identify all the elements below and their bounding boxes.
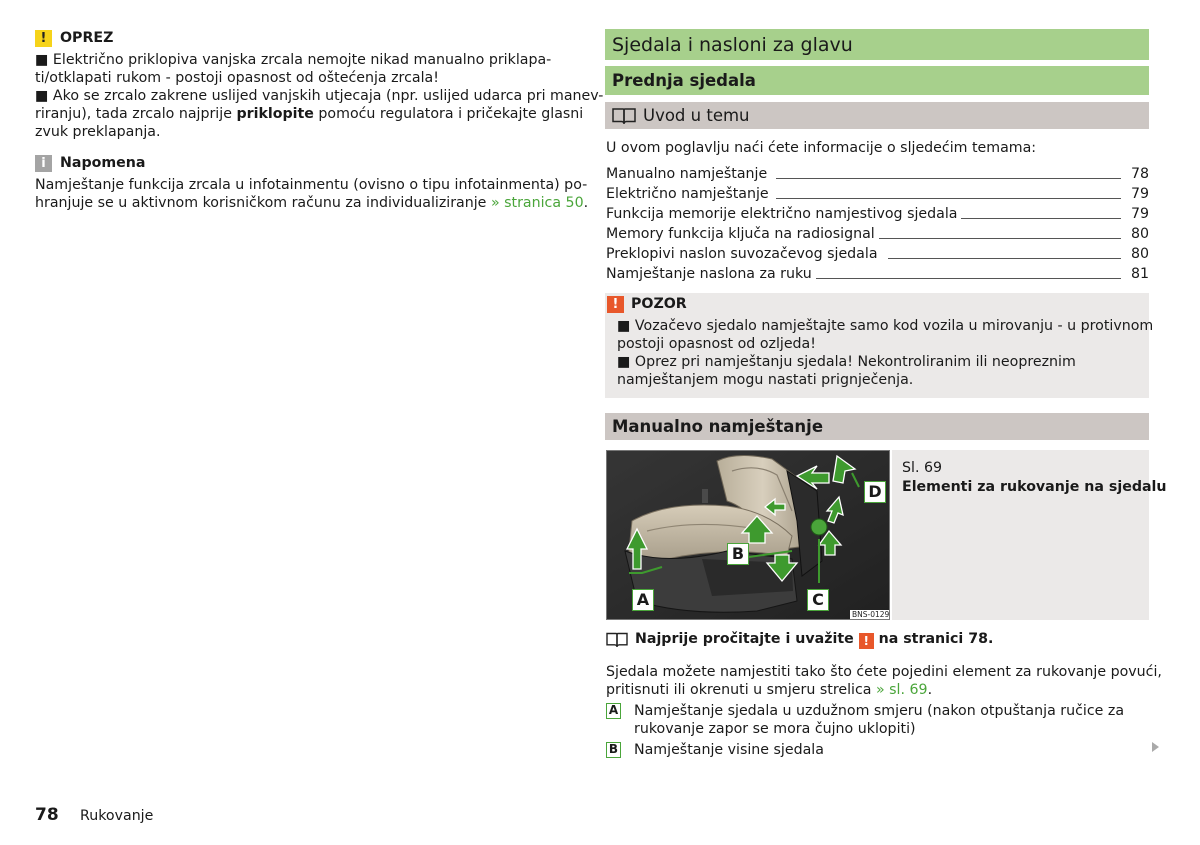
page-link[interactable]: » stranica 50	[490, 195, 584, 211]
page-number: 78	[35, 805, 59, 825]
legend-text: Namještanje sjedala u uzdužnom smjeru (nakon otpuštanja ručice za	[634, 703, 1125, 719]
note-line: Namještanje funkcija zrcala u infotainmentu (ovisno o tipu infotainmenta) po-	[35, 177, 588, 193]
caution-line: ■ Električno priklopiva vanjska zrcala nemojte nikad manualno priklapa-	[35, 52, 552, 68]
toc-item[interactable]: Memory funkcija ključa na radiosignal 80	[606, 226, 1149, 242]
toc-item[interactable]: Funkcija memorije električno namjestivog sjedala 79	[606, 206, 1149, 222]
warning-icon: !	[859, 633, 874, 649]
warning-line: namještanjem mogu nastati prignječenja.	[617, 372, 914, 388]
figure-label: B	[727, 543, 749, 565]
warning-icon: !	[607, 296, 624, 313]
caution-line: zvuk preklapanja.	[35, 124, 161, 140]
intro-text: U ovom poglavlju naći ćete informacije o sljedećim temama:	[606, 140, 1037, 156]
figure-label: D	[864, 481, 886, 503]
caution-line: ■ Ako se zrcalo zakrene uslijed vanjskih utjecaja (npr. uslijed udarca pri manev-	[35, 88, 604, 104]
warning-line: postoji opasnost od ozljeda!	[617, 336, 816, 352]
figure-caption: Elementi za rukovanje na sjedalu	[902, 479, 1167, 495]
info-icon: i	[35, 155, 52, 172]
warning-title: POZOR	[631, 296, 687, 312]
legend-label: A	[606, 703, 621, 719]
chapter-heading: Sjedala i nasloni za glavu	[605, 29, 1149, 60]
figure-label: C	[807, 589, 829, 611]
toc-item[interactable]: Preklopivi naslon suvozačevog sjedala 80	[606, 246, 1149, 262]
toc-item[interactable]: Električno namještanje 79	[606, 186, 1149, 202]
caution-line: riranju), tada zrcalo najprije priklopite pomoću regulatora i pričekajte glasni	[35, 106, 584, 122]
toc-item[interactable]: Namještanje naslona za ruku 81	[606, 266, 1149, 282]
body-text: Sjedala možete namjestiti tako što ćete pojedini element za rukovanje povući,	[606, 664, 1162, 680]
figure-number: Sl. 69	[902, 460, 943, 476]
note-title: Napomena	[60, 155, 146, 171]
figure-code: BNS-0129	[852, 610, 890, 619]
warning-line: ■ Vozačevo sjedalo namještajte samo kod vozila u mirovanju - u protivnom	[617, 318, 1154, 334]
note-line: hranjuje se u aktivnom korisničkom računu za individualiziranje » stranica 50.	[35, 195, 589, 211]
legend-label: B	[606, 742, 621, 758]
section-heading: Prednja sjedala	[605, 66, 1149, 95]
footer-section: Rukovanje	[80, 808, 154, 824]
read-first-note: Najprije pročitajte i uvažite ! na stranici 78.	[606, 630, 1149, 650]
figure-link[interactable]: » sl. 69	[875, 682, 928, 698]
warning-line: ■ Oprez pri namještanju sjedala! Nekontroliranim ili neopreznim	[617, 354, 1076, 370]
body-text: pritisnuti ili okrenuti u smjeru strelica » sl. 69.	[606, 682, 933, 698]
intro-heading: Uvod u temu	[605, 102, 1149, 129]
toc-item[interactable]: Manualno namještanje 78	[606, 166, 1149, 182]
seat-figure	[606, 450, 890, 620]
figure-label: A	[632, 589, 654, 611]
book-icon	[606, 632, 628, 647]
warning-notice	[605, 293, 1154, 398]
caution-title: OPREZ	[60, 30, 114, 46]
exclamation-icon: !	[35, 30, 52, 47]
triangle-right-icon	[1152, 742, 1159, 752]
legend-text: Namještanje visine sjedala	[634, 742, 824, 758]
subsection-heading: Manualno namještanje	[605, 413, 1149, 440]
legend-text: rukovanje zapor se mora čujno uklopiti)	[634, 721, 916, 737]
book-icon	[612, 107, 636, 124]
caution-line: ti/otklapati rukom - postoji opasnost od oštećenja zrcala!	[35, 70, 439, 86]
figure-caption-panel	[892, 450, 1167, 620]
